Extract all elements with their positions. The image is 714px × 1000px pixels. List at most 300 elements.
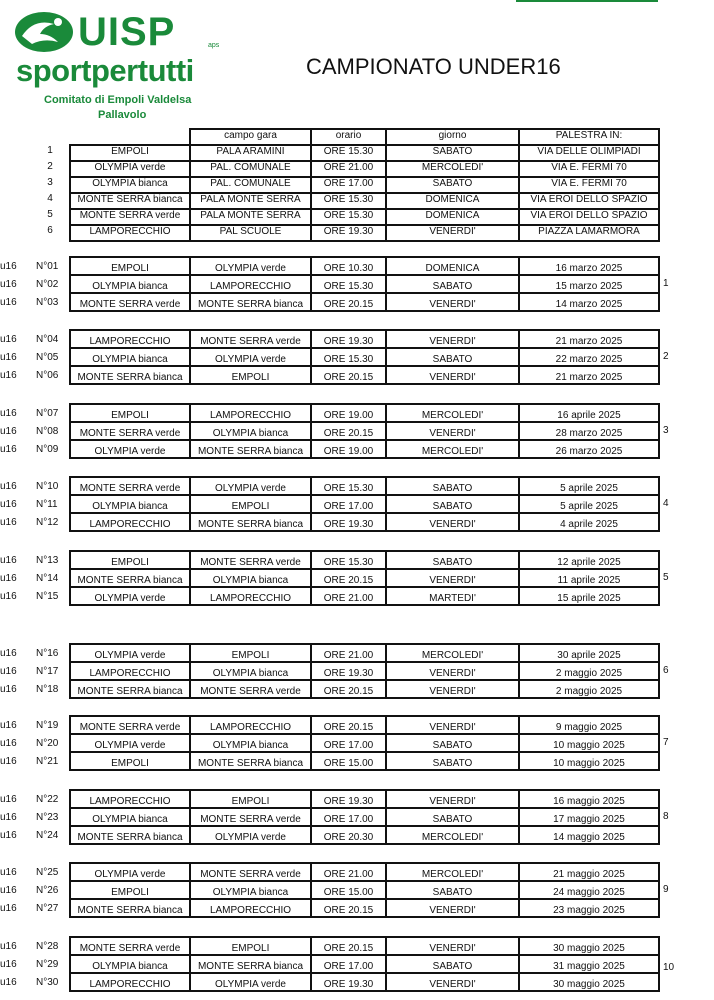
match-date: 5 aprile 2025 (560, 483, 618, 494)
match-home: OLYMPIA bianca (92, 281, 168, 292)
match-day: MERCOLEDI' (421, 446, 484, 457)
table-vline (658, 421, 660, 439)
match-date: 22 marzo 2025 (555, 354, 623, 365)
match-time: ORE 19.00 (323, 446, 374, 457)
match-category: u16 (0, 648, 17, 659)
match-day: SABATO (432, 740, 473, 751)
match-number: N°21 (36, 756, 59, 767)
table-vline (518, 972, 520, 990)
match-away: OLYMPIA bianca (212, 887, 289, 898)
venue-time: ORE 15.30 (323, 146, 374, 157)
table-vline (310, 494, 312, 512)
table-hline (69, 494, 660, 496)
table-hline (69, 789, 660, 791)
match-category: u16 (0, 352, 17, 363)
table-vline (310, 643, 312, 661)
match-away: LAMPORECCHIO (209, 410, 292, 421)
table-vline (385, 439, 387, 457)
table-vline (189, 439, 191, 457)
table-hline (69, 661, 660, 663)
table-vline (518, 789, 520, 807)
table-vline (69, 972, 71, 990)
table-vline (310, 403, 312, 421)
table-vline (69, 144, 71, 160)
table-vline (385, 954, 387, 972)
match-category: u16 (0, 370, 17, 381)
table-hline (69, 936, 660, 938)
table-vline (385, 160, 387, 176)
table-vline (385, 715, 387, 733)
table-vline (189, 954, 191, 972)
table-vline (518, 476, 520, 494)
table-vline (69, 160, 71, 176)
table-vline (658, 144, 660, 160)
table-vline (310, 329, 312, 347)
match-home: LAMPORECCHIO (89, 979, 171, 990)
match-date: 16 maggio 2025 (553, 796, 625, 807)
match-number: N°25 (36, 867, 59, 878)
table-vline (310, 715, 312, 733)
table-vline (658, 568, 660, 586)
match-category: u16 (0, 812, 17, 823)
table-vline (658, 208, 660, 224)
table-vline (69, 789, 71, 807)
table-vline (385, 421, 387, 439)
match-day: SABATO (432, 887, 473, 898)
table-vline (310, 208, 312, 224)
table-vline (310, 898, 312, 916)
match-time: ORE 15.00 (323, 887, 374, 898)
match-time: ORE 19.30 (323, 519, 374, 530)
table-vline (385, 733, 387, 751)
table-hline (69, 256, 660, 258)
table-vline (658, 586, 660, 604)
table-vline (385, 512, 387, 530)
match-number: N°19 (36, 720, 59, 731)
venue-row-number: 1 (47, 145, 53, 156)
table-vline (189, 365, 191, 383)
round-number: 1 (663, 278, 669, 289)
table-vline (69, 256, 71, 274)
match-day: SABATO (432, 961, 473, 972)
table-vline (658, 365, 660, 383)
match-date: 30 maggio 2025 (553, 943, 625, 954)
logo-suffix: aps (208, 42, 220, 49)
table-vline (658, 494, 660, 512)
table-vline (658, 192, 660, 208)
match-category: u16 (0, 941, 17, 952)
table-vline (310, 880, 312, 898)
match-date: 2 maggio 2025 (555, 668, 623, 679)
match-time: ORE 17.00 (323, 740, 374, 751)
table-vline (189, 733, 191, 751)
match-category: u16 (0, 794, 17, 805)
match-day: MERCOLEDI' (421, 410, 484, 421)
table-vline (518, 494, 520, 512)
match-away: EMPOLI (231, 372, 270, 383)
table-vline (310, 751, 312, 769)
match-date: 5 aprile 2025 (560, 501, 618, 512)
match-time: ORE 19.30 (323, 336, 374, 347)
match-home: OLYMPIA verde (94, 650, 166, 661)
table-vline (69, 807, 71, 825)
venue-addr: VIA E. FERMI 70 (551, 178, 627, 189)
round-number: 4 (663, 498, 669, 509)
match-date: 21 marzo 2025 (555, 336, 623, 347)
table-vline (385, 144, 387, 160)
match-home: LAMPORECCHIO (89, 668, 171, 679)
table-vline (69, 954, 71, 972)
table-vline (518, 733, 520, 751)
table-vline (385, 292, 387, 310)
match-date: 9 maggio 2025 (555, 722, 623, 733)
match-number: N°29 (36, 959, 59, 970)
table-vline (518, 160, 520, 176)
table-vline (658, 476, 660, 494)
table-vline (189, 936, 191, 954)
table-vline (69, 643, 71, 661)
round-number: 6 (663, 665, 669, 676)
table-vline (69, 274, 71, 292)
table-vline (189, 862, 191, 880)
table-vline (310, 936, 312, 954)
runner-icon (14, 10, 76, 54)
table-vline (189, 643, 191, 661)
match-home: LAMPORECCHIO (89, 336, 171, 347)
match-away: MONTE SERRA verde (200, 686, 301, 697)
table-vline (518, 208, 520, 224)
match-away: OLYMPIA bianca (212, 428, 289, 439)
match-away: MONTE SERRA bianca (197, 299, 304, 310)
venue-day: DOMENICA (425, 194, 480, 205)
match-day: VENERDI' (429, 299, 476, 310)
table-vline (310, 550, 312, 568)
table-hline (69, 880, 660, 882)
match-time: ORE 20.15 (323, 905, 374, 916)
table-hline (69, 751, 660, 753)
match-day: SABATO (432, 501, 473, 512)
table-vline (189, 403, 191, 421)
table-vline (658, 292, 660, 310)
match-home: MONTE SERRA verde (79, 299, 181, 310)
table-vline (518, 679, 520, 697)
table-vline (518, 807, 520, 825)
match-date: 16 aprile 2025 (557, 410, 621, 421)
match-time: ORE 19.30 (323, 979, 374, 990)
table-vline (658, 403, 660, 421)
table-vline (518, 403, 520, 421)
round-number: 10 (663, 962, 675, 973)
match-date: 28 marzo 2025 (555, 428, 623, 439)
table-vline (518, 586, 520, 604)
match-away: LAMPORECCHIO (209, 281, 292, 292)
table-vline (69, 365, 71, 383)
match-category: u16 (0, 867, 17, 878)
table-hline (69, 347, 660, 349)
match-date: 2 maggio 2025 (555, 686, 623, 697)
table-hline (69, 972, 660, 974)
match-category: u16 (0, 684, 17, 695)
match-category: u16 (0, 720, 17, 731)
table-vline (69, 568, 71, 586)
match-time: ORE 20.30 (323, 832, 374, 843)
table-vline (518, 329, 520, 347)
match-home: EMPOLI (111, 887, 149, 898)
table-vline (385, 679, 387, 697)
match-category: u16 (0, 885, 17, 896)
match-away: EMPOLI (231, 943, 270, 954)
table-vline (189, 661, 191, 679)
match-time: ORE 15.30 (323, 483, 374, 494)
table-vline (69, 550, 71, 568)
table-hline (69, 643, 660, 645)
match-away: OLYMPIA bianca (212, 740, 289, 751)
match-category: u16 (0, 959, 17, 970)
table-vline (385, 550, 387, 568)
table-vline (69, 751, 71, 769)
table-vline (385, 274, 387, 292)
venue-time: ORE 17.00 (323, 178, 374, 189)
match-away: EMPOLI (231, 650, 270, 661)
match-time: ORE 15.00 (323, 758, 374, 769)
table-hline (69, 697, 660, 699)
table-hline (69, 512, 660, 514)
match-away: OLYMPIA verde (215, 263, 286, 274)
table-vline (189, 329, 191, 347)
table-vline (658, 954, 660, 972)
table-hline (69, 825, 660, 827)
match-category: u16 (0, 977, 17, 988)
match-time: ORE 10.30 (323, 263, 374, 274)
venue-row-number: 4 (47, 193, 53, 204)
venue-addr: PIAZZA LAMARMORA (538, 226, 640, 237)
table-hline (69, 383, 660, 385)
match-away: MONTE SERRA bianca (197, 446, 304, 457)
table-vline (310, 144, 312, 160)
venue-row-number: 3 (47, 177, 53, 188)
table-vline (518, 898, 520, 916)
table-hline (69, 365, 660, 367)
table-vline (189, 679, 191, 697)
match-number: N°16 (36, 648, 59, 659)
match-day: VENERDI' (429, 722, 476, 733)
match-home: OLYMPIA verde (94, 446, 166, 457)
match-day: MERCOLEDI' (421, 832, 484, 843)
table-hline (69, 457, 660, 459)
match-number: N°17 (36, 666, 59, 677)
table-vline (69, 586, 71, 604)
match-home: EMPOLI (111, 263, 149, 274)
table-vline (658, 936, 660, 954)
match-date: 11 aprile 2025 (557, 575, 621, 586)
table-vline (310, 954, 312, 972)
match-date: 17 maggio 2025 (553, 814, 625, 825)
table-vline (310, 476, 312, 494)
table-vline (658, 733, 660, 751)
match-category: u16 (0, 279, 17, 290)
table-vline (385, 176, 387, 192)
table-vline (69, 715, 71, 733)
table-hline (69, 769, 660, 771)
table-vline (518, 715, 520, 733)
match-category: u16 (0, 756, 17, 767)
table-vline (658, 550, 660, 568)
round-number: 7 (663, 737, 669, 748)
table-hline (69, 990, 660, 992)
match-date: 21 maggio 2025 (553, 869, 625, 880)
venue-team: OLYMPIA bianca (92, 178, 168, 189)
venue-addr: VIA E. FERMI 70 (551, 162, 627, 173)
match-category: u16 (0, 444, 17, 455)
match-number: N°14 (36, 573, 59, 584)
table-vline (385, 936, 387, 954)
match-time: ORE 15.30 (323, 281, 374, 292)
table-vline (385, 256, 387, 274)
table-vline (518, 347, 520, 365)
table-vline (518, 825, 520, 843)
match-home: MONTE SERRA verde (79, 428, 181, 439)
match-away: EMPOLI (231, 796, 270, 807)
venue-field: PAL. COMUNALE (210, 162, 291, 173)
round-number: 2 (663, 351, 669, 362)
match-number: N°12 (36, 517, 59, 528)
table-vline (518, 292, 520, 310)
table-vline (189, 825, 191, 843)
match-home: MONTE SERRA verde (79, 483, 181, 494)
table-vline (658, 825, 660, 843)
match-category: u16 (0, 297, 17, 308)
table-vline (385, 586, 387, 604)
venue-field: PAL. COMUNALE (210, 178, 291, 189)
match-date: 16 marzo 2025 (555, 263, 623, 274)
match-time: ORE 20.15 (323, 299, 374, 310)
match-away: MONTE SERRA verde (200, 814, 301, 825)
table-vline (518, 224, 520, 240)
round-number: 8 (663, 811, 669, 822)
table-vline (658, 256, 660, 274)
table-vline (69, 825, 71, 843)
table-vline (310, 568, 312, 586)
table-vline (310, 439, 312, 457)
venue-day: SABATO (432, 146, 473, 157)
table-vline (385, 862, 387, 880)
match-away: MONTE SERRA bianca (197, 519, 304, 530)
match-away: OLYMPIA verde (215, 354, 286, 365)
match-number: N°07 (36, 408, 59, 419)
table-vline (189, 176, 191, 192)
match-away: EMPOLI (231, 501, 270, 512)
match-time: ORE 20.15 (323, 686, 374, 697)
match-category: u16 (0, 830, 17, 841)
table-vline (518, 192, 520, 208)
match-category: u16 (0, 555, 17, 566)
venue-day: DOMENICA (425, 210, 480, 221)
match-number: N°06 (36, 370, 59, 381)
table-vline (310, 789, 312, 807)
table-vline (310, 512, 312, 530)
match-number: N°26 (36, 885, 59, 896)
table-vline (189, 586, 191, 604)
table-hline (69, 439, 660, 441)
match-number: N°30 (36, 977, 59, 988)
match-day: VENERDI' (429, 668, 476, 679)
table-hline (69, 476, 660, 478)
match-number: N°11 (36, 499, 58, 510)
venue-header: PALESTRA IN: (555, 130, 623, 141)
table-vline (189, 715, 191, 733)
match-number: N°02 (36, 279, 59, 290)
table-vline (385, 880, 387, 898)
match-away: MONTE SERRA verde (200, 336, 301, 347)
table-hline (69, 807, 660, 809)
table-vline (69, 494, 71, 512)
match-date: 26 marzo 2025 (555, 446, 623, 457)
match-time: ORE 17.00 (323, 961, 374, 972)
match-day: VENERDI' (429, 686, 476, 697)
match-time: ORE 20.15 (323, 575, 374, 586)
table-vline (385, 192, 387, 208)
match-home: OLYMPIA bianca (92, 354, 168, 365)
match-time: ORE 20.15 (323, 722, 374, 733)
match-date: 30 maggio 2025 (553, 979, 625, 990)
venue-row-number: 6 (47, 225, 53, 236)
table-vline (69, 661, 71, 679)
match-category: u16 (0, 481, 17, 492)
match-category: u16 (0, 426, 17, 437)
round-number: 5 (663, 572, 669, 583)
table-vline (189, 880, 191, 898)
table-vline (658, 715, 660, 733)
table-vline (518, 880, 520, 898)
venue-time: ORE 21.00 (323, 162, 374, 173)
venue-day: VENERDI' (429, 226, 476, 237)
table-vline (385, 224, 387, 240)
match-home: OLYMPIA verde (94, 593, 166, 604)
match-category: u16 (0, 499, 17, 510)
match-category: u16 (0, 334, 17, 345)
table-hline (69, 274, 660, 276)
match-away: MONTE SERRA verde (200, 869, 301, 880)
match-date: 15 aprile 2025 (557, 593, 621, 604)
match-category: u16 (0, 261, 17, 272)
round-number: 3 (663, 425, 669, 436)
match-day: SABATO (432, 483, 473, 494)
match-day: VENERDI' (429, 428, 476, 439)
table-vline (658, 128, 660, 144)
match-home: OLYMPIA verde (94, 869, 166, 880)
match-day: SABATO (432, 281, 473, 292)
table-vline (518, 550, 520, 568)
table-vline (189, 494, 191, 512)
venue-team: LAMPORECCHIO (89, 226, 171, 237)
table-vline (310, 679, 312, 697)
table-vline (310, 972, 312, 990)
logo-brand: UISP (78, 10, 176, 54)
table-vline (518, 439, 520, 457)
match-number: N°24 (36, 830, 59, 841)
match-category: u16 (0, 408, 17, 419)
table-vline (69, 476, 71, 494)
table-hline (69, 679, 660, 681)
table-vline (658, 643, 660, 661)
match-number: N°27 (36, 903, 59, 914)
table-vline (189, 292, 191, 310)
table-vline (310, 224, 312, 240)
match-home: LAMPORECCHIO (89, 796, 171, 807)
table-vline (189, 807, 191, 825)
match-number: N°18 (36, 684, 59, 695)
table-hline (69, 954, 660, 956)
